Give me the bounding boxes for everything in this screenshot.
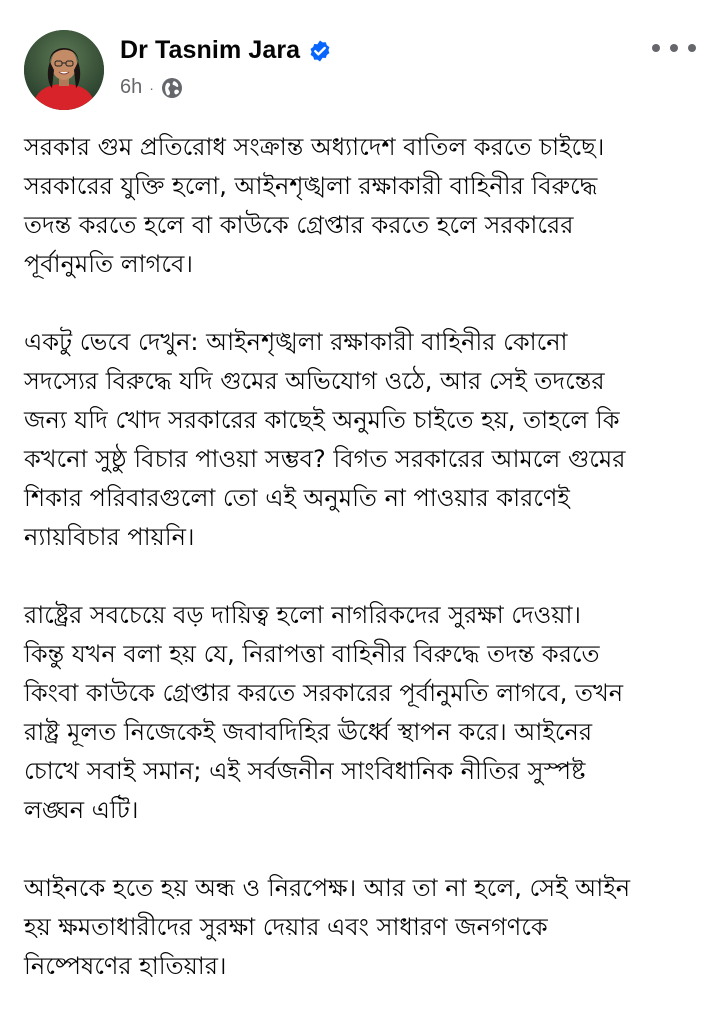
post-meta bbox=[120, 76, 183, 99]
post-header bbox=[24, 30, 696, 114]
more-dot bbox=[670, 44, 678, 52]
author-avatar[interactable] bbox=[24, 30, 104, 110]
more-options-icon[interactable] bbox=[652, 36, 696, 60]
post-paragraph-4: আইনকে হতে হয় অন্ধ ও নিরপেক্ষ। আর তা না হলে, সেই আইন হয় ক্ষমতাধারীদের সুরক্ষা দেয়ার এবং সাধারণ জনগণকে নিষ্পেষণের হাতিয়ার। bbox=[24, 874, 631, 980]
post-text bbox=[24, 128, 700, 1025]
post-time[interactable]: 6h bbox=[120, 76, 143, 98]
profile-photo bbox=[24, 30, 104, 110]
author-name-row bbox=[120, 36, 332, 65]
more-dot bbox=[688, 44, 696, 52]
globe-icon[interactable] bbox=[161, 77, 183, 99]
post-paragraph-1: সরকার গুম প্রতিরোধ সংক্রান্ত অধ্যাদেশ বাতিল করতে চাইছে। সরকারের যুক্তি হলো, আইনশৃঙ্খলা রক্ষাকারী বাহিনীর বিরুদ্ধে তদন্ত করতে হলে বা কাউকে গ্রেপ্তার করতে হলে সরকারের পূর্বানুমতি লাগবে। bbox=[24, 133, 605, 278]
meta-separator: · bbox=[149, 79, 154, 96]
more-dot bbox=[652, 44, 660, 52]
post-paragraph-2: একটু ভেবে দেখুন: আইনশৃঙ্খলা রক্ষাকারী বাহিনীর কোনো সদস্যের বিরুদ্ধে যদি গুমের অভিযোগ ওঠে, আর সেই তদন্তের জন্য যদি খোদ সরকারের কাছেই অনুমতি চাইতে হয়, তাহলে কি কখনো সুষ্ঠু বিচার পাওয়া সম্ভব? বিগত সরকারের আমলে গুমের শিকার পরিবারগুলো তো এই অনুমতি না পাওয়ার কারণেই ন্যায়বিচার পায়নি। bbox=[24, 328, 626, 551]
author-name[interactable]: Dr Tasnim Jara bbox=[120, 36, 301, 64]
verified-badge-icon bbox=[308, 39, 332, 63]
post-paragraph-3: রাষ্ট্রের সবচেয়ে বড় দায়িত্ব হলো নাগরিকদের সুরক্ষা দেওয়া। কিন্তু যখন বলা হয় যে, নিরাপত্তা বাহিনীর বিরুদ্ধে তদন্ত করতে কিংবা কাউকে গ্রেপ্তার করতে সরকারের পূর্বানুমতি লাগবে, তখন রাষ্ট্র মূলত নিজেকেই জবাবদিহির ঊর্ধ্বে স্থাপন করে। আইনের চোখে সবাই সমান; এই সর্বজনীন সাংবিধানিক নীতির সুস্পষ্ট লঙ্ঘন এটি। bbox=[24, 601, 624, 824]
